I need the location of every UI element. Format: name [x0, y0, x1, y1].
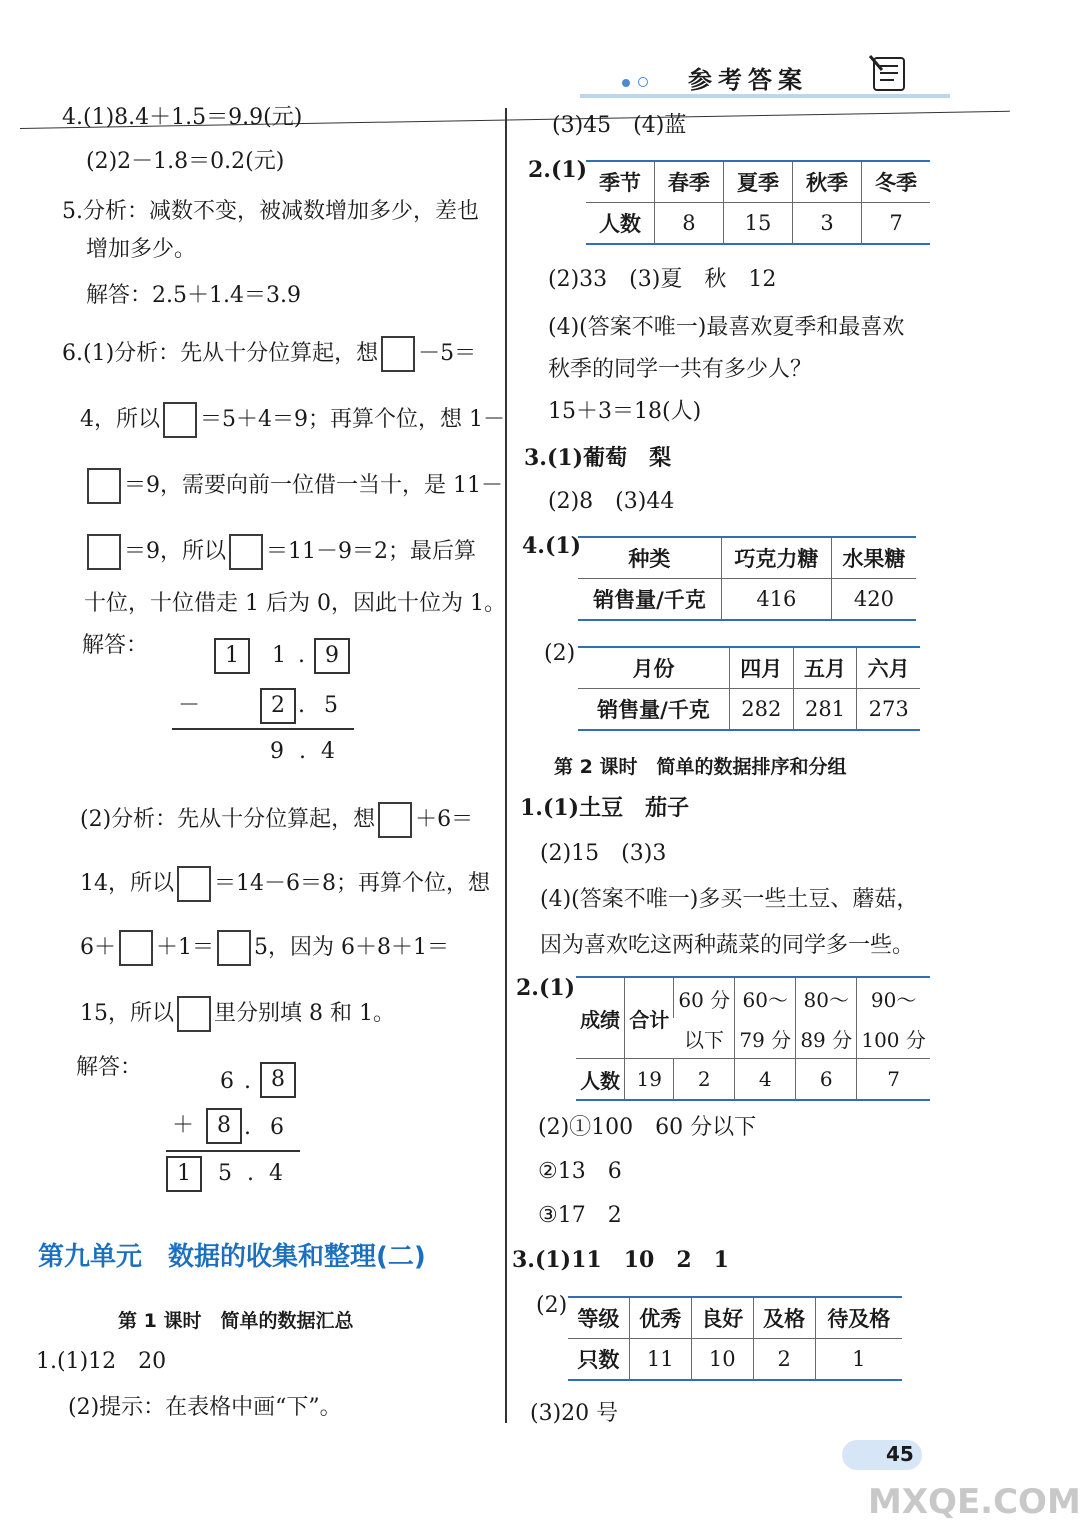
blank-box [217, 930, 251, 966]
calc2-dot: . [244, 1069, 251, 1094]
table-grade [568, 1296, 902, 1381]
calc1-digit-box: 1 [214, 638, 250, 674]
q3-2: (2)8 (3)44 [548, 489, 675, 514]
table-cell: 销售量/千克 [578, 579, 721, 621]
table-cell: 只数 [568, 1339, 629, 1381]
table-cell: 282 [729, 689, 793, 731]
l2-q1-4a: (4)(答案不唯一)多买一些土豆、蘑菇， [540, 887, 919, 912]
text: ＋1＝ [156, 935, 214, 960]
blank-box [177, 996, 211, 1032]
text: 4，所以 [80, 407, 160, 432]
table-candy [578, 536, 916, 621]
table-cell: 7 [862, 203, 930, 245]
column-divider [505, 108, 507, 1423]
q4-label: 4.(1) [522, 533, 582, 559]
calc2-result: 5 . 4 [218, 1161, 287, 1186]
text: (2)分析：先从十分位算起，想 [80, 807, 376, 832]
q6-1-line2 [80, 402, 505, 438]
l2-q2-4: ③17 2 [538, 1203, 622, 1228]
q2-4a: (4)(答案不唯一)最喜欢夏季和最喜欢 [548, 315, 905, 340]
l1-q2: (2)提示：在表格中画“下”。 [68, 1395, 342, 1420]
q6-1-line1 [62, 336, 476, 372]
calc2-plus: ＋ [172, 1113, 195, 1138]
table-cell: 1 [815, 1339, 902, 1381]
table-cell: 夏季 [723, 161, 792, 203]
blank-box [87, 468, 121, 504]
table-cell: 4 [735, 1059, 796, 1101]
table-cell: 273 [857, 689, 920, 731]
q5-analysis-cont: 增加多少。 [86, 237, 197, 262]
q6-2-line2 [80, 866, 490, 902]
header-title: 参考答案 [688, 66, 808, 94]
table-cell: 7 [857, 1059, 930, 1101]
table-cell: 五月 [793, 647, 857, 689]
table-cell: 巧克力糖 [721, 537, 831, 579]
text: ＝14－6＝8；再算个位，想 [214, 871, 490, 896]
l2-q2-2: (2)①100 60 分以下 [538, 1115, 757, 1140]
q4-2-label: (2) [544, 641, 576, 666]
calc1-digit-box: 2 [260, 688, 296, 724]
table-score [576, 976, 930, 1101]
lesson1-title: 第 1 课时 简单的数据汇总 [118, 1310, 354, 1332]
blank-box [378, 802, 412, 838]
text: ＋6＝ [415, 807, 474, 832]
calc2-digit-box: 8 [260, 1062, 296, 1098]
table-cell: 合计 [625, 977, 674, 1059]
watermark: MXQE.COM [868, 1482, 1081, 1522]
calc1-digit: 1 [272, 643, 286, 668]
table-cell: 及格 [753, 1297, 815, 1339]
text: 里分别填 8 和 1。 [214, 1001, 395, 1026]
table-cell: 待及格 [815, 1297, 902, 1339]
calc2-digit-box: 8 [206, 1108, 242, 1144]
table-cell: 90～ [857, 977, 930, 1018]
q2-2: (2)33 (3)夏 秋 12 [548, 267, 777, 292]
table-cell: 2 [674, 1059, 735, 1101]
q6-1-line3 [84, 468, 503, 504]
text: 6.(1)分析：先从十分位算起，想 [62, 341, 379, 366]
l2-q3-3: (3)20 号 [530, 1401, 619, 1426]
table-cell: 281 [793, 689, 857, 731]
calc1-result: 9 . 4 [270, 739, 339, 764]
table-cell: 10 [691, 1339, 753, 1381]
table-cell: 19 [625, 1059, 674, 1101]
calc1-minus: － [178, 693, 201, 718]
l2-q2-label: 2.(1) [516, 975, 576, 1001]
q4-1: 4.(1)8.4＋1.5＝9.9(元) [62, 105, 303, 130]
calc1-digit: 5 [324, 693, 338, 718]
q6-2-line1 [80, 802, 473, 838]
table-cell: 成绩 [576, 977, 625, 1059]
table-cell: 四月 [729, 647, 793, 689]
blank-box [87, 534, 121, 570]
table-cell: 420 [831, 579, 916, 621]
l2-q1-2: (2)15 (3)3 [540, 841, 667, 866]
l2-q3-1: 3.(1)11 10 2 1 [512, 1247, 729, 1273]
q5-analysis: 5.分析：减数不变，被减数增加多少，差也 [62, 199, 479, 224]
calc1-dot: . [298, 643, 305, 668]
text: ＝5＋4＝9；再算个位，想 1－ [200, 407, 505, 432]
notebook-pencil-icon [868, 54, 912, 94]
table-cell: 六月 [857, 647, 920, 689]
table-cell: 种类 [578, 537, 721, 579]
unit-title: 第九单元 数据的收集和整理(二) [38, 1242, 426, 1272]
text: ＝11－9＝2；最后算 [266, 539, 476, 564]
q6-1-line5: 十位，十位借走 1 后为 0，因此十位为 1。 [84, 591, 506, 616]
q6-2-line4 [80, 996, 395, 1032]
header-dots-icon [622, 72, 648, 91]
calc1-digit-box: 9 [314, 638, 350, 674]
table-month [578, 646, 920, 731]
text: －5＝ [418, 341, 477, 366]
calc1-rule [172, 728, 354, 730]
table-cell: 79 分 [735, 1018, 796, 1059]
table-cell: 3 [793, 203, 862, 245]
table-cell: 销售量/千克 [578, 689, 729, 731]
text: 5，因为 6＋8＋1＝ [254, 935, 449, 960]
page-number: 45 [886, 1442, 914, 1466]
table-cell: 11 [629, 1339, 691, 1381]
l2-q3-label: (2) [536, 1293, 568, 1318]
q2-label: 2.(1) [528, 157, 588, 183]
lesson2-title: 第 2 课时 简单的数据排序和分组 [554, 756, 847, 778]
blank-box [381, 336, 415, 372]
text: 14，所以 [80, 871, 174, 896]
q6-1-line4 [84, 534, 476, 570]
calc2-digit: 6 [220, 1069, 234, 1094]
l2-q1-1: 1.(1)土豆 茄子 [520, 795, 690, 821]
l2-q1-4b: 因为喜欢吃这两种蔬菜的同学多一些。 [540, 933, 915, 958]
q5-answer: 解答：2.5＋1.4＝3.9 [86, 283, 301, 308]
table-cell: 人数 [586, 203, 654, 245]
q2-4c: 15＋3＝18(人) [548, 399, 702, 424]
table-cell: 季节 [586, 161, 654, 203]
q4-2: (2)2－1.8＝0.2(元) [86, 149, 285, 174]
r-top: (3)45 (4)蓝 [552, 113, 687, 138]
table-cell: 15 [723, 203, 792, 245]
table-cell: 月份 [578, 647, 729, 689]
table-cell: 等级 [568, 1297, 629, 1339]
answer-label-1: 解答： [82, 633, 149, 658]
calc2-rule [166, 1150, 300, 1152]
table-cell: 416 [721, 579, 831, 621]
blank-box [119, 930, 153, 966]
table-cell: 80～ [796, 977, 857, 1018]
table-season [586, 160, 930, 245]
table-cell: 水果糖 [831, 537, 916, 579]
text: ＝9，需要向前一位借一当十，是 11－ [124, 473, 503, 498]
calc2-digit: 6 [270, 1115, 284, 1140]
table-cell: 秋季 [793, 161, 862, 203]
table-cell: 89 分 [796, 1018, 857, 1059]
q6-2-line3 [80, 930, 449, 966]
q2-4b: 秋季的同学一共有多少人？ [548, 357, 813, 382]
table-cell: 春季 [654, 161, 723, 203]
answer-label-2: 解答： [76, 1055, 143, 1080]
table-cell: 60 分 [674, 977, 735, 1018]
calc2-digit-box: 1 [166, 1156, 202, 1192]
calc2-dot: . [244, 1115, 251, 1140]
table-cell: 100 分 [857, 1018, 930, 1059]
page-number-badge [842, 1440, 922, 1470]
table-cell: 人数 [576, 1059, 625, 1101]
text: ＝9，所以 [124, 539, 226, 564]
table-cell: 2 [753, 1339, 815, 1381]
table-cell: 60～ [735, 977, 796, 1018]
page-header [580, 52, 950, 102]
l1-q1: 1.(1)12 20 [36, 1349, 167, 1374]
table-cell: 冬季 [862, 161, 930, 203]
l2-q2-3: ②13 6 [538, 1159, 622, 1184]
calc1-dot: . [298, 693, 305, 718]
table-cell: 6 [796, 1059, 857, 1101]
text: 6＋ [80, 935, 116, 960]
header-underline [580, 94, 950, 98]
table-cell: 良好 [691, 1297, 753, 1339]
blank-box [229, 534, 263, 570]
text: 15，所以 [80, 1001, 174, 1026]
blank-box [177, 866, 211, 902]
table-cell: 8 [654, 203, 723, 245]
table-cell: 以下 [674, 1018, 735, 1059]
blank-box [163, 402, 197, 438]
q3-1: 3.(1)葡萄 梨 [524, 445, 672, 471]
table-cell: 优秀 [629, 1297, 691, 1339]
